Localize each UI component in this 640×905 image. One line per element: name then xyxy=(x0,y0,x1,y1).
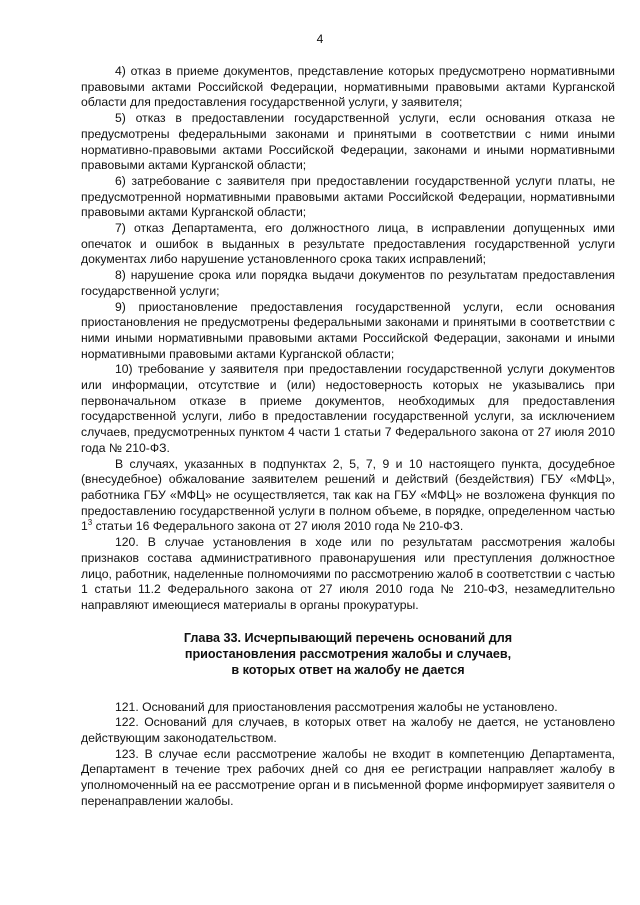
chapter-heading-line-2: приостановления рассмотрения жалобы и случаев, xyxy=(184,646,512,661)
paragraph-item-4: 4) отказ в приеме документов, представление которых предусмотрено нормативными правовыми актами Российской Федерации, нормативными правовыми актами Курганской области для предоставления государственной услуги, у заявителя; xyxy=(81,64,615,110)
paragraph-exceptions xyxy=(81,457,615,536)
document-body xyxy=(81,64,615,810)
exceptions-text-after: статьи 16 Федерального закона от 27 июля 2010 года № 210-ФЗ. xyxy=(92,519,464,534)
superscript-3: 3 xyxy=(87,518,93,528)
chapter-heading-line-1: Глава 33. Исчерпывающий перечень оснований для xyxy=(183,630,513,645)
chapter-heading xyxy=(81,630,615,678)
paragraph-item-6: 6) затребование с заявителя при предоставлении государственной услуги платы, не предусмотренной нормативными правовыми актами Российской Федерации, нормативными правовыми актами Курганской области; xyxy=(81,173,615,220)
paragraph-item-9: 9) приостановление предоставления государственной услуги, если основания приостановления не предусмотрены федеральными законами и принятыми в соответствии с ними иными нормативными правовыми актами Российской Федерации, законами и иными нормативными правовыми актами Курганской области; xyxy=(81,299,615,361)
page-number: 4 xyxy=(316,32,324,46)
paragraph-item-5: 5) отказ в предоставлении государственной услуги, если основания отказа не предусмотрены федеральными законами и принятыми в соответствии с ними иными нормативно-правовыми актами Российской Федерации, законами и иными нормативными правовыми актами Курганской области; xyxy=(81,111,615,173)
paragraph-120: 120. В случае установления в ходе или по результатам рассмотрения жалобы признаков состава административного правонарушения или преступления должностное лицо, работник, наделенные полномочиями по рассмотрению жалоб в соответствии с частью 1 статьи 11.2 Федерального закона от 27 июля 2010 года № 210-ФЗ, незамедлительно направляют имеющиеся материалы в органы прокуратуры. xyxy=(81,535,615,612)
paragraph-item-7: 7) отказ Департамента, его должностного лица, в исправлении допущенных ими опечаток и ошибок в выданных в результате предоставления государственной услуги документах либо нарушение установленного срока таких исправлений; xyxy=(81,221,615,267)
paragraph-122: 122. Оснований для случаев, в которых ответ на жалобу не дается, не установлено действующим законодательством. xyxy=(81,715,615,746)
paragraph-item-10: 10) требование у заявителя при предоставлении государственной услуги документов или информации, отсутствие и (или) недостоверность которых не указывались при первоначальном отказе в приеме документов, необходимых для предоставления государственной услуги, либо в предоставлении государственной услуги, за исключением случаев, предусмотренных пунктом 4 части 1 статьи 7 Федерального закона от 27 июля 2010 года № 210-ФЗ. xyxy=(81,362,615,455)
exceptions-text-before: В случаях, указанных в подпунктах 2, 5, 7, 9 и 10 настоящего пункта, досудебное (внесудебное) обжалование заявителем решений и действий (бездействия) ГБУ «МФЦ», работника ГБУ «МФЦ» не осуществляется, так как на ГБУ «МФЦ» не возложена функция по предоставлению государственной услуги в полном объеме, в порядке, определенном частью 1 xyxy=(81,456,615,534)
paragraph-121: 121. Оснований для приостановления рассмотрения жалобы не установлено. xyxy=(115,699,558,714)
paragraph-item-8: 8) нарушение срока или порядка выдачи документов по результатам предоставления государственной услуги; xyxy=(81,268,615,298)
paragraph-123: 123. В случае если рассмотрение жалобы не входит в компетенцию Департамента, Департамент в течение трех рабочих дней со дня ее регистрации направляет жалобу в уполномоченный на ее рассмотрение орган и в письменной форме информирует заявителя о перенаправлении жалобы. xyxy=(81,746,616,808)
chapter-heading-line-3: в которых ответ на жалобу не дается xyxy=(231,662,465,677)
